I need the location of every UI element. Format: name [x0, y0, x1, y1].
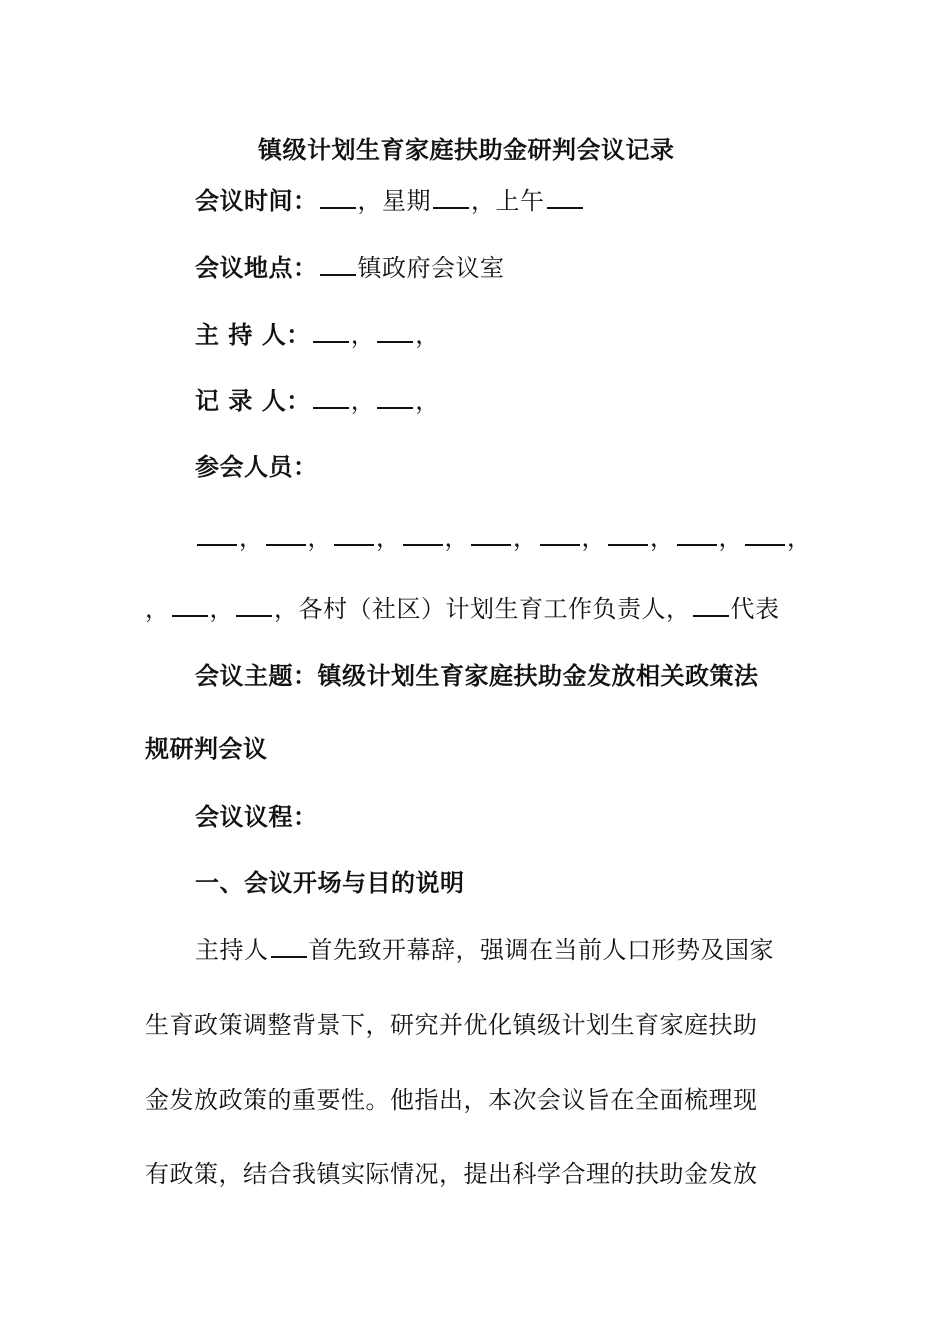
blank-field: [471, 524, 511, 546]
meeting-theme-line-1: 会议主题：镇级计划生育家庭扶助金发放相关政策法: [195, 662, 759, 690]
host-text: 主持人: [195, 936, 269, 964]
paragraph-1-line-1: [195, 934, 774, 966]
comma: ，: [718, 524, 743, 552]
blank-field: [266, 524, 306, 546]
morning-text: ，上午: [471, 187, 545, 215]
paragraph-1-line-3: 金发放政策的重要性。他指出，本次会议旨在全面梳理现: [145, 1086, 758, 1114]
weekday-text: ，星期: [357, 187, 431, 215]
attendees-tail: ，各村（社区）计划生育工作负责人，: [274, 595, 691, 623]
blank-field: [693, 595, 729, 617]
host-line: [195, 319, 440, 351]
meeting-theme-line-2: 规研判会议: [145, 735, 268, 763]
comma: ，: [415, 387, 440, 415]
document-title: 镇级计划生育家庭扶助金研判会议记录: [258, 136, 675, 164]
meeting-place-value: 镇政府会议室: [357, 254, 505, 282]
comma: ，: [581, 524, 606, 552]
comma: ，: [650, 524, 675, 552]
representative-text: 代表: [730, 595, 780, 623]
blank-field: [236, 595, 272, 617]
comma: ，: [145, 595, 170, 623]
comma: ，: [209, 595, 234, 623]
paragraph-text: 首先致开幕辞，强调在当前人口形势及国家: [308, 936, 774, 964]
attendees-line-1: [195, 522, 812, 554]
blank-field: [313, 387, 349, 409]
blank-field: [677, 524, 717, 546]
blank-field: [433, 187, 469, 209]
meeting-time-line: [195, 185, 585, 217]
comma: ，: [307, 524, 332, 552]
comma: ，: [415, 321, 440, 349]
host-label: 主 持 人：: [195, 321, 311, 349]
meeting-place-line: [195, 252, 505, 284]
blank-field: [197, 524, 237, 546]
comma: ，: [513, 524, 538, 552]
blank-field: [271, 936, 307, 958]
recorder-line: [195, 385, 440, 417]
section-1-title: 一、会议开场与目的说明: [195, 869, 465, 897]
blank-field: [313, 321, 349, 343]
blank-field: [540, 524, 580, 546]
comma: ，: [444, 524, 469, 552]
comma: ，: [350, 321, 376, 349]
attendees-label: 参会人员：: [195, 453, 318, 481]
blank-field: [377, 321, 413, 343]
blank-field: [172, 595, 208, 617]
blank-field: [608, 524, 648, 546]
blank-field: [320, 254, 356, 276]
blank-field: [320, 187, 356, 209]
paragraph-1-line-2: 生育政策调整背景下，研究并优化镇级计划生育家庭扶助: [145, 1011, 758, 1039]
blank-field: [745, 524, 785, 546]
comma: ，: [239, 524, 264, 552]
comma: ，: [376, 524, 401, 552]
attendees-line-2: [145, 593, 780, 625]
paragraph-1-line-4: 有政策，结合我镇实际情况，提出科学合理的扶助金发放: [145, 1160, 758, 1188]
comma: ，: [350, 387, 376, 415]
blank-field: [377, 387, 413, 409]
meeting-place-label: 会议地点：: [195, 254, 318, 282]
blank-field: [334, 524, 374, 546]
recorder-label: 记 录 人：: [195, 387, 311, 415]
blank-field: [403, 524, 443, 546]
agenda-label: 会议议程：: [195, 803, 318, 831]
meeting-time-label: 会议时间：: [195, 187, 318, 215]
comma: ，: [787, 524, 812, 552]
blank-field: [547, 187, 583, 209]
